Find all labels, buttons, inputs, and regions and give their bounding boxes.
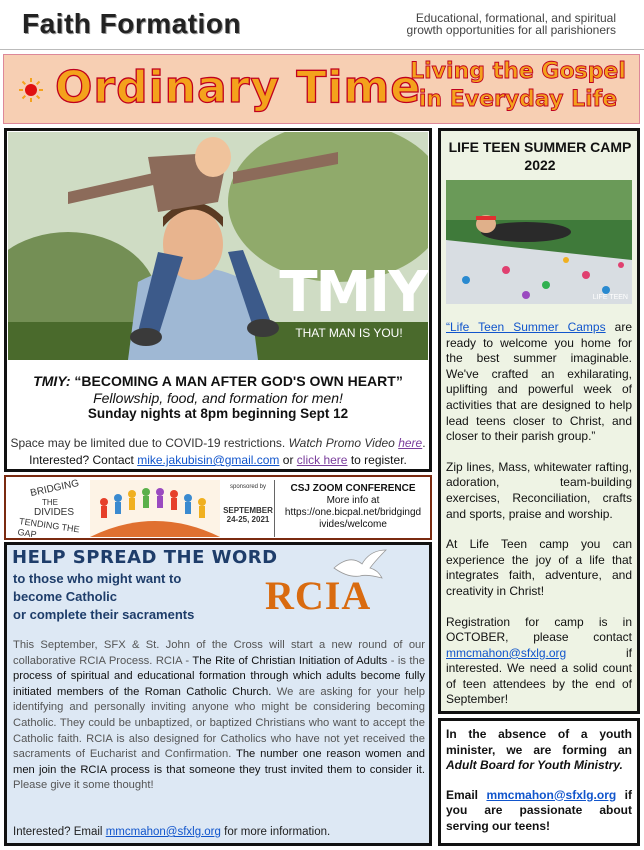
sponsored-by: sponsored by — [229, 484, 267, 490]
rcia-body-4: process of spiritual and educational formation through which adults become fully initiated members of the Roman Catholic Church. — [13, 670, 425, 698]
life-teen-p3: At Life Teen camp you can experience the joy of a life that integrates faith, adventure, and creativity in Christ! — [446, 537, 632, 598]
youth-p1 — [446, 727, 632, 774]
life-teen-p4 — [446, 615, 632, 709]
tmiy-email-link[interactable]: mike.jakubisin@gmail.com — [137, 453, 280, 467]
rcia-logo: RCIA — [265, 573, 372, 618]
life-teen-camps-link[interactable]: Life Teen Summer Camps — [450, 320, 606, 334]
youth-p1-b: Adult Board for Youth Ministry. — [446, 758, 623, 772]
rcia-contact-suffix: for more information. — [224, 826, 331, 838]
rcia-sub-line3: or complete their sacraments — [13, 607, 195, 622]
bridge-illustration — [90, 480, 220, 537]
life-teen-body — [446, 320, 632, 723]
conference-dates — [222, 480, 274, 537]
tmiy-headline-text: “BECOMING A MAN AFTER GOD'S OWN HEART” — [70, 373, 403, 389]
photo-credit: LIFE TEEN — [592, 294, 628, 301]
tmiy-schedule: Sunday nights at 8pm beginning Sept 12 — [87, 406, 349, 421]
season-title: Ordinary Time — [55, 62, 422, 113]
rcia-body-7: Please give it some thought! — [13, 779, 154, 792]
sun-icon — [18, 77, 44, 103]
divider — [274, 480, 275, 537]
life-teen-email-link[interactable]: mmcmahon@sfxlg.org — [446, 645, 567, 660]
bridging-word: BRIDGING — [29, 477, 81, 500]
tmiy-interested: Interested? Contact — [29, 453, 134, 467]
life-teen-p4-b: if interested. We need a solid count of teen attendees by the end of September! — [446, 645, 632, 707]
rcia-contact-prefix: Interested? Email — [13, 826, 103, 838]
slip-slide-illustration — [446, 180, 632, 304]
youth-p2-b: if you are passionate about serving our teens! — [446, 787, 632, 833]
tmiy-contact — [10, 453, 426, 467]
bridging-divides: DIVIDES — [34, 507, 75, 518]
tmiy-register-link[interactable]: click here — [296, 453, 348, 467]
open-quote: “ — [446, 320, 450, 334]
tmiy-tagline: Fellowship, food, and formation for men! — [93, 390, 343, 406]
tmiy-register-text: to register. — [350, 453, 407, 467]
rcia-body-2: The Rite of Christian Initiation of Adults — [192, 654, 388, 667]
youth-p1-a: In the absence of a youth minister, we are forming an — [446, 727, 632, 757]
bridging-the: THE — [42, 498, 58, 507]
life-teen-p4-a: Registration for camp is in OCTOBER, please contact — [446, 614, 632, 645]
rcia-sub-line1: to those who might want to — [13, 571, 182, 586]
tmiy-space-text: Space may be limited due to COVID-19 restrictions. — [10, 436, 286, 450]
page-title: Faith Formation — [22, 8, 242, 39]
conference-month: SEPTEMBER — [223, 506, 273, 515]
life-teen-photo — [446, 180, 632, 304]
conference-title: CSJ ZOOM CONFERENCE — [290, 483, 416, 494]
rcia-body-3: - is the — [387, 654, 425, 667]
tmiy-headline — [10, 373, 426, 389]
header-subtitle — [386, 11, 616, 37]
tmiy-promo-text: Watch Promo Video — [288, 436, 395, 450]
tagline-line2: in Everyday Life — [418, 87, 618, 112]
rcia-subheading — [13, 570, 263, 624]
rcia-body-5: We are asking for your help identifying and personally inviting anyone who might be considering becoming Catholic. They could be unbaptized, or baptized Christians who want to accept the Catholic faith. RCIA is also designed for Catholics who have not yet received the sacraments of Eucharist and Confirmation. — [13, 685, 425, 761]
youth-p2-a: Email — [446, 787, 487, 802]
life-teen-p2: Zip lines, Mass, whitewater rafting, adoration, team-building exercises, Reconciliation, crafts and sports, praise and worship. — [446, 459, 632, 521]
youth-board-text — [446, 727, 632, 848]
bridging-logo — [12, 477, 90, 540]
rcia-heading: HELP SPREAD THE WORD — [12, 547, 278, 568]
conference-url[interactable]: https://one.bicpal.net/bridgingdivides/welcome — [284, 507, 422, 530]
period: . — [422, 436, 426, 450]
rcia-contact — [13, 826, 330, 838]
header-subtitle-line2: growth opportunities for all parishioners — [406, 23, 616, 37]
banner-tagline — [398, 58, 638, 114]
rcia-body-6: The number one reason women and men join the RCIA process is that someone they trust invited them to consider it. — [13, 748, 425, 776]
conference-more: More info at — [326, 495, 380, 506]
tmiy-photo — [8, 132, 428, 360]
tmiy-logo: TMIY — [279, 260, 427, 325]
rcia-body — [13, 638, 425, 794]
tagline-line1: Living the Gospel — [410, 59, 626, 84]
csj-conference-info — [278, 480, 428, 537]
youth-email-link[interactable]: mmcmahon@sfxlg.org — [486, 787, 617, 802]
life-teen-p1 — [446, 320, 632, 445]
bridging-tending: TENDING THE GAP — [16, 516, 81, 540]
life-teen-title: LIFE TEEN SUMMER CAMP 2022 — [448, 139, 632, 173]
rcia-email-link[interactable]: mmcmahon@sfxlg.org — [105, 826, 221, 838]
rcia-body-1: This September, SFX & St. John of the Cross will start a new round of our collaborative RCIA Process. RCIA - — [13, 639, 425, 667]
conference-days: 24-25, 2021 — [226, 515, 270, 524]
tmiy-prefix: TMIY: — [33, 373, 71, 389]
tmiy-notice — [10, 436, 426, 450]
promo-video-link[interactable]: here — [398, 436, 423, 450]
youth-p2 — [446, 788, 632, 835]
tmiy-or: or — [282, 453, 294, 467]
header-subtitle-line1: Educational, formational, and spiritual — [415, 11, 616, 25]
tmiy-logo-sub: THAT MAN IS YOU! — [295, 326, 403, 340]
life-teen-p1-rest: are ready to welcome you home for the best summer imaginable. We've crafted an exhilarating, uplifting and powerful week of activities that are designed to help lead teens closer to Christ, and closer to their parish group.” — [446, 320, 632, 444]
rcia-sub-line2: become Catholic — [13, 589, 118, 604]
